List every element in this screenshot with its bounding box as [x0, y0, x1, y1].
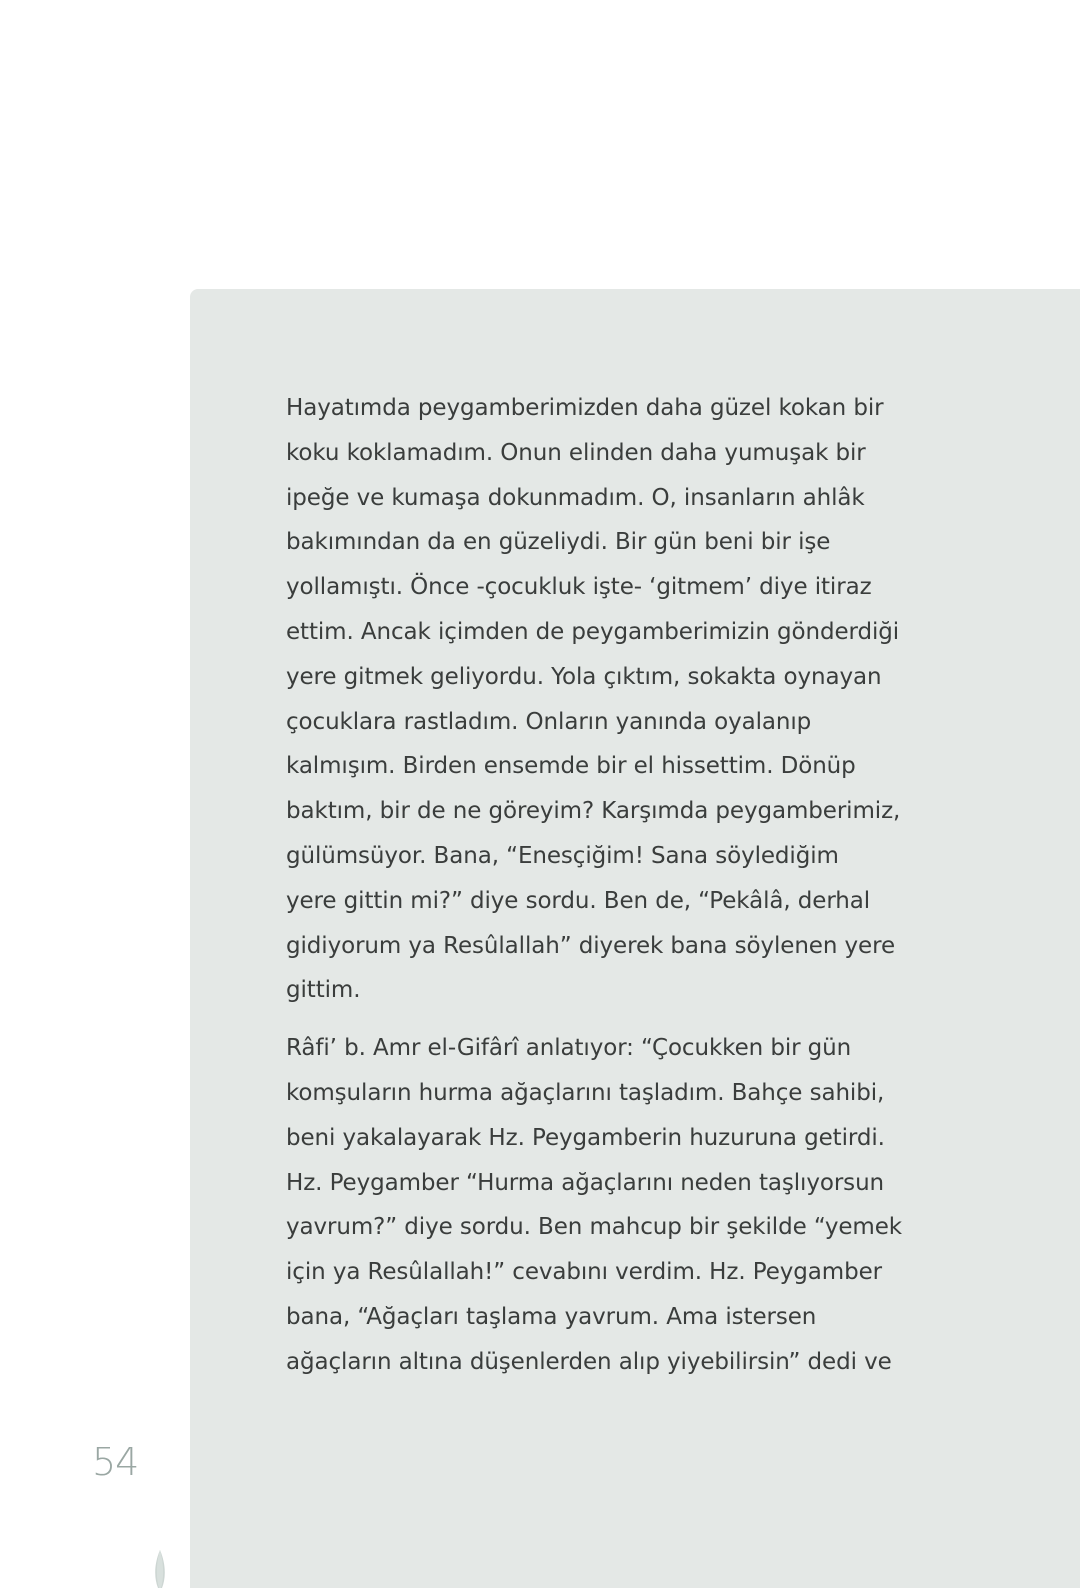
text-line: Hz. Peygamber “Hurma ağaçlarını neden taşlıyorsun	[286, 1169, 885, 1196]
text-line: Râfi’ b. Amr el-Gifârî anlatıyor: “Çocukken bir gün	[286, 1035, 852, 1062]
page-number: 54	[92, 1440, 139, 1484]
text-line: ettim. Ancak içimden de peygamberimizin gönderdiği	[286, 618, 900, 645]
leaf-ornament-icon	[148, 1432, 172, 1588]
text-line: yere gittin mi?” diye sordu. Ben de, “Pekâlâ, derhal	[286, 887, 871, 914]
body-text	[286, 386, 902, 1385]
text-line: için ya Resûlallah!” cevabını verdim. Hz. Peygamber	[286, 1259, 882, 1286]
text-line: yavrum?” diye sordu. Ben mahcup bir şekilde “yemek	[286, 1214, 902, 1241]
text-line: yollamıştı. Önce -çocukluk işte- ‘gitmem’ diye itiraz	[286, 574, 872, 601]
text-line: koku koklamadım. Onun elinden daha yumuşak bir	[286, 439, 866, 466]
text-line: ağaçların altına düşenlerden alıp yiyebilirsin” dedi ve	[286, 1348, 892, 1375]
text-line: kalmışım. Birden ensemde bir el hissettim. Dönüp	[286, 753, 856, 780]
paragraph-1	[286, 386, 901, 1013]
text-line: bana, “Ağaçları taşlama yavrum. Ama istersen	[286, 1303, 817, 1330]
text-line: Hayatımda peygamberimizden daha güzel kokan bir	[286, 395, 884, 421]
text-line: beni yakalayarak Hz. Peygamberin huzuruna getirdi.	[286, 1124, 885, 1151]
paragraph-2	[286, 1026, 902, 1384]
text-line: gidiyorum ya Resûlallah” diyerek bana söylenen yere	[286, 932, 895, 959]
text-line: ipeğe ve kumaşa dokunmadım. O, insanların ahlâk	[286, 484, 865, 511]
text-line: yere gitmek geliyordu. Yola çıktım, sokakta oynayan	[286, 663, 882, 690]
text-line: gittim.	[286, 977, 361, 1004]
text-line: baktım, bir de ne göreyim? Karşımda peygamberimiz,	[286, 798, 901, 825]
text-line: bakımından da en güzeliydi. Bir gün beni bir işe	[286, 529, 831, 556]
text-line: komşuların hurma ağaçlarını taşladım. Bahçe sahibi,	[286, 1079, 885, 1106]
text-line: gülümsüyor. Bana, “Enesçiğim! Sana söylediğim	[286, 842, 839, 869]
text-line: çocuklara rastladım. Onların yanında oyalanıp	[286, 708, 812, 735]
